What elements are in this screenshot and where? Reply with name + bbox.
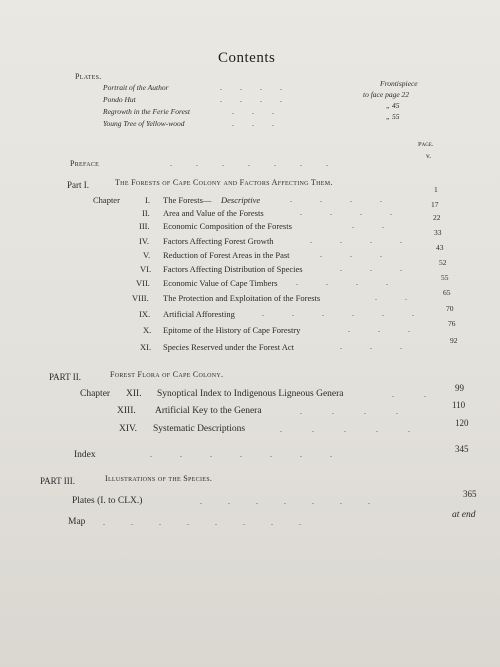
dot-leader: . . xyxy=(392,390,426,399)
chapter-number: III. xyxy=(139,221,150,231)
chapter-page: 22 xyxy=(433,213,441,222)
dot-leader: . . . . . . . xyxy=(170,159,328,168)
chapter-page: 92 xyxy=(450,336,458,345)
chapter-word: Chapter xyxy=(80,389,111,399)
plate-label: Regrowth in the Ferie Forest xyxy=(103,107,190,116)
chapter-number: XI. xyxy=(140,342,152,352)
chapter-page: 52 xyxy=(439,258,447,267)
chapter-number: I. xyxy=(145,195,150,205)
dot-leader: . . . . . . xyxy=(262,309,414,318)
plate-ref: „ 55 xyxy=(386,112,400,121)
chapter-page: 55 xyxy=(441,273,449,282)
chapter-title: The Forests— xyxy=(163,195,212,205)
chapter-number: IV. xyxy=(139,236,149,246)
chapter-title: Reduction of Forest Areas in the Past xyxy=(163,250,290,260)
dot-leader: . . . xyxy=(320,250,382,259)
chapter-number: XIII. xyxy=(117,406,136,416)
chapter-title: Artificial Afforesting xyxy=(163,309,235,319)
plate-ref: Frontispiece xyxy=(380,79,418,88)
plate-ref: „ 45 xyxy=(386,101,400,110)
chapter-title: Artificial Key to the Genera xyxy=(155,406,262,416)
chapter-title: The Protection and Exploitation of the Forests xyxy=(163,293,321,303)
chapter-number: II. xyxy=(142,208,150,218)
chapter-title: Economic Value of Cape Timbers xyxy=(163,278,278,288)
part1-heading: Part I. xyxy=(67,180,89,190)
chapter-title: Synoptical Index to Indigenous Ligneous Genera xyxy=(157,389,344,399)
chapter-number: VI. xyxy=(140,264,152,274)
preface-label: Preface xyxy=(70,159,100,168)
part3-item-label: Map xyxy=(68,517,86,527)
page-title: Contents xyxy=(218,50,276,66)
dot-leader: . . . xyxy=(348,325,410,334)
chapter-page: 33 xyxy=(434,228,442,237)
dot-leader: . . . . xyxy=(310,236,402,245)
plate-label: Young Tree of Yellow-wood xyxy=(103,119,185,128)
chapter-number: XIV. xyxy=(119,424,138,434)
chapter-page: 43 xyxy=(436,243,444,252)
chapter-word: Chapter xyxy=(93,195,120,205)
dot-leader: . . . . xyxy=(220,95,282,104)
chapter-title: Area and Value of the Forests xyxy=(163,208,264,218)
chapter-title: Factors Affecting Distribution of Species xyxy=(163,264,303,274)
chapter-page: 99 xyxy=(455,383,464,393)
dot-leader: . . . . . . . xyxy=(150,450,332,459)
dot-leader: . . . xyxy=(340,264,402,273)
part3-item-label: Plates (I. to CLX.) xyxy=(72,496,143,506)
chapter-number: IX. xyxy=(139,309,151,319)
dot-leader: . . . xyxy=(340,342,402,351)
part3-item-page: at end xyxy=(452,510,476,520)
preface-page: v. xyxy=(426,151,432,160)
dot-leader: . . . . xyxy=(300,407,398,416)
dot-leader: . . . xyxy=(232,119,274,128)
dot-leader: . . . . xyxy=(296,278,388,287)
part3-item-page: 365 xyxy=(463,489,477,499)
dot-leader: . . . . xyxy=(300,208,392,217)
chapter-page: 17 xyxy=(431,200,439,209)
dot-leader: . . . . xyxy=(220,83,282,92)
chapter-page: 76 xyxy=(448,319,456,328)
part2-title: Forest Flora of Cape Colony. xyxy=(110,370,224,379)
chapter-page: 120 xyxy=(455,418,469,428)
plate-label: Portrait of the Author xyxy=(103,83,169,92)
chapter-title: Epitome of the History of Cape Forestry xyxy=(163,325,301,335)
chapter-page: 110 xyxy=(452,400,466,410)
plates-heading: Plates. xyxy=(75,72,102,81)
index-page: 345 xyxy=(455,444,469,454)
dot-leader: . . . . . xyxy=(280,425,410,434)
dot-leader: . . . xyxy=(232,107,274,116)
chapter-number: VII. xyxy=(136,278,150,288)
part3-heading: PART III. xyxy=(40,476,75,486)
dot-leader: . . xyxy=(375,293,407,302)
plate-label: Pondo Hut xyxy=(103,95,136,104)
dot-leader: . . . . . . . xyxy=(200,497,370,506)
dot-leader: . . . . . . . . xyxy=(103,518,301,527)
chapter-title: Systematic Descriptions xyxy=(153,424,246,434)
chapter-title: Economic Composition of the Forests xyxy=(163,221,292,231)
chapter-number: VIII. xyxy=(132,293,149,303)
chapter-number: XII. xyxy=(126,389,142,399)
page-column-label: Page. xyxy=(418,141,434,148)
chapter-number: X. xyxy=(143,325,152,335)
dot-leader: . . . . xyxy=(290,195,382,204)
chapter-title: Factors Affecting Forest Growth xyxy=(163,236,274,246)
part1-title: The Forests of Cape Colony and Factors Affecting Them. xyxy=(115,178,333,187)
index-label: Index xyxy=(74,450,96,460)
chapter-page: 70 xyxy=(446,304,454,313)
chapter-number: V. xyxy=(143,250,151,260)
part3-title: Illustrations of the Species. xyxy=(105,474,213,483)
chapter-title-italic: Descriptive xyxy=(221,195,261,205)
plate-ref: to face page 22 xyxy=(363,90,410,99)
dot-leader: . . xyxy=(352,221,384,230)
chapter-page: 65 xyxy=(443,288,451,297)
chapter-page: 1 xyxy=(434,185,438,194)
chapter-title: Species Reserved under the Forest Act xyxy=(163,342,295,352)
part2-heading: PART II. xyxy=(49,372,81,382)
